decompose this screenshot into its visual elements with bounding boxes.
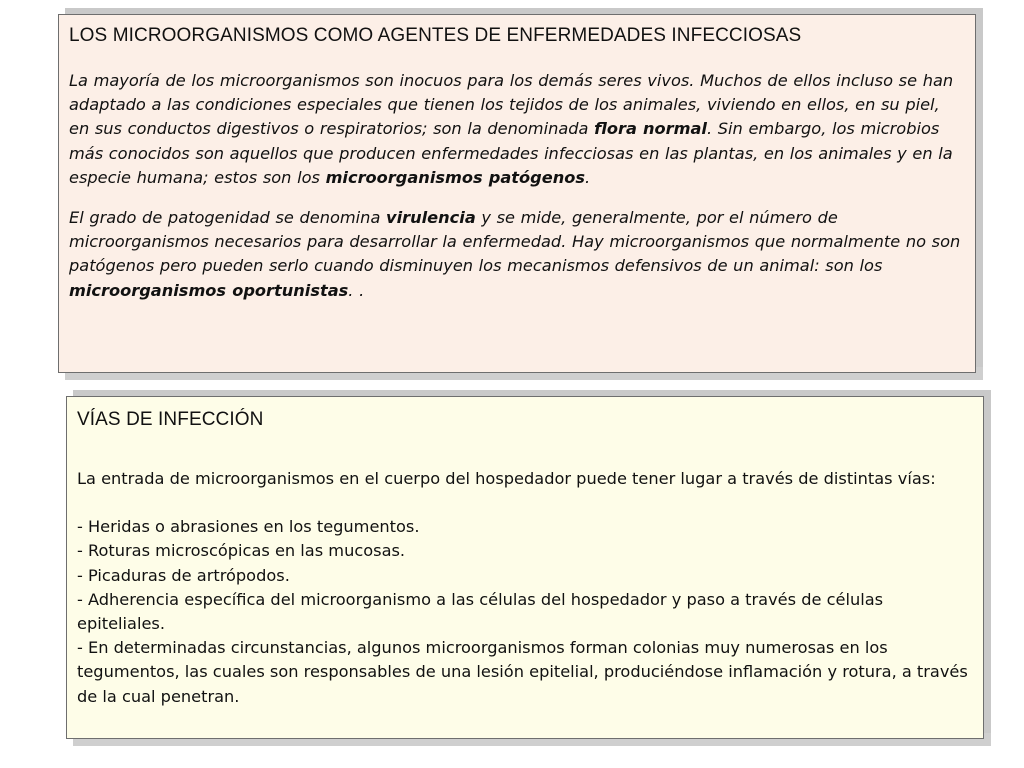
paragraph-text: . (584, 167, 591, 187)
normal-flora-paragraph (69, 69, 963, 190)
paragraph-text: . Sin embargo, los microbios más conocidos son aquellos que producen enfermedades infecciosas en las plantas, en los animales y en la especie humana; estos son los (69, 119, 953, 187)
pathogens-box (58, 14, 976, 373)
paragraph-text: El grado de patogenidad se denomina (69, 208, 387, 228)
paragraph-text: . . (348, 280, 365, 300)
paragraph-text: y se mide, generalmente, por el número de microorganismos necesarios para desarrollar la enfermedad. Hay microorganismos que normalmente no son patógenos pero pueden serlo cuando disminuyen los mecanismos defensivos de un animal: son los (69, 208, 961, 276)
list-item: - Roturas microscópicas en las mucosas. (77, 541, 406, 561)
infection-routes-intro: La entrada de microorganismos en el cuerpo del hospedador puede tener lugar a través de distintas vías: (77, 469, 936, 488)
list-item: - En determinadas circunstancias, algunos microorganismos forman colonias muy numerosas en los tegumentos, las cuales son responsables de una lesión epitelial, produciéndose inflamación y rotura, a través de la cual penetran. (77, 638, 968, 706)
paragraph-text: La mayoría de los microorganismos son inocuos para los demás seres vivos. Muchos de ellos incluso se han adaptado a las condiciones especiales que tienen los tejidos de los animales, viviendo en ellos, en su piel, en sus conductos digestivos o respiratorios; son la denominada (69, 71, 954, 139)
term-flora-normal: flora normal (594, 119, 707, 139)
list-item: - Picaduras de artrópodos. (77, 565, 290, 585)
pathogens-title: LOS MICROORGANISMOS COMO AGENTES DE ENFERMEDADES INFECCIOSAS (69, 25, 802, 46)
virulence-paragraph (69, 206, 963, 303)
infection-routes-list (77, 515, 971, 709)
term-opportunistic-microorganisms: microorganismos oportunistas (69, 280, 349, 300)
list-item: - Heridas o abrasiones en los tegumentos. (77, 517, 420, 537)
list-item: - Adherencia específica del microorganismo a las células del hospedador y paso a través de células epiteliales. (77, 589, 884, 634)
term-virulencia: virulencia (386, 208, 476, 228)
infection-routes-title: VÍAS DE INFECCIÓN (77, 409, 264, 430)
infection-routes-box (66, 396, 984, 739)
term-pathogenic-microorganisms: microorganismos patógenos (325, 167, 585, 187)
